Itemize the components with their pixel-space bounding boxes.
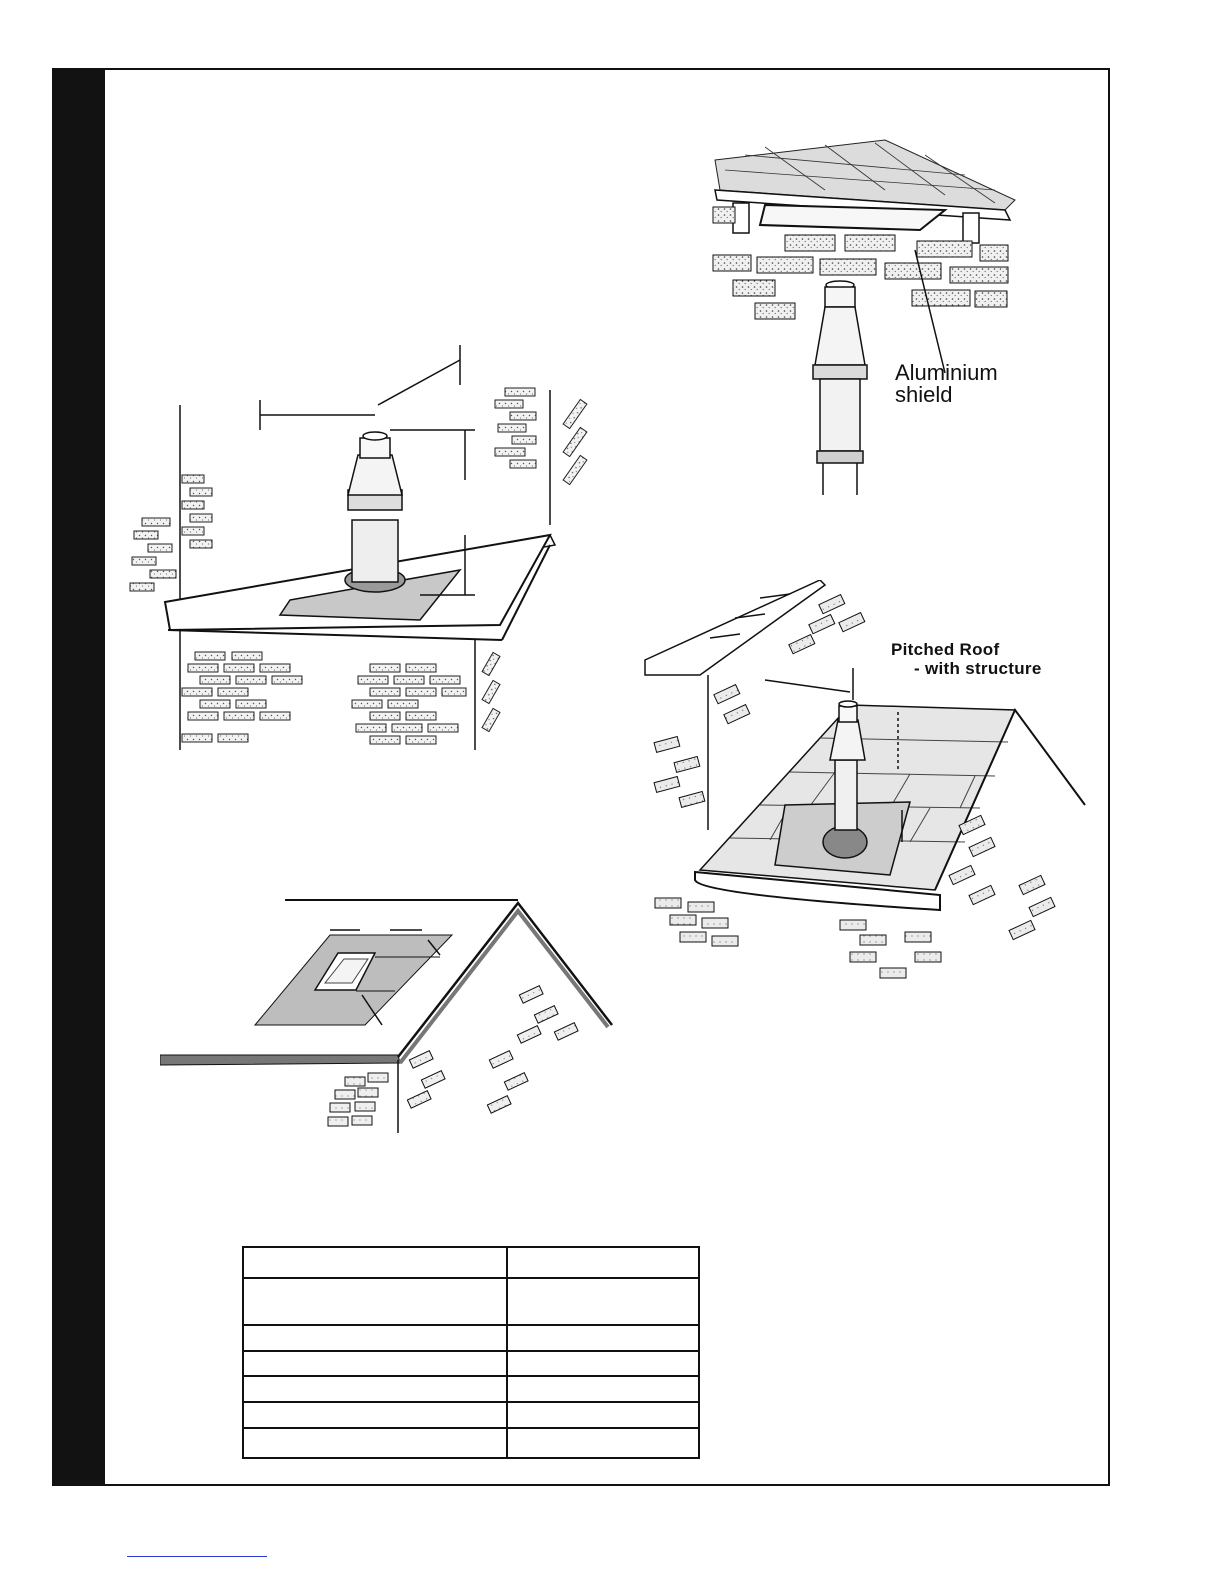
table-row (243, 1376, 699, 1402)
table-cell (507, 1402, 699, 1428)
table-cell (243, 1351, 507, 1376)
table-cell (507, 1247, 699, 1278)
roof-opening-illustration (160, 895, 620, 1135)
aluminium-shield-label (895, 362, 998, 406)
table-cell (507, 1325, 699, 1351)
footer-link-underline (127, 1556, 267, 1557)
table-row (243, 1402, 699, 1428)
table-cell (243, 1376, 507, 1402)
table-row (243, 1351, 699, 1376)
aluminium-shield-line-2: shield (895, 382, 953, 407)
table-cell (243, 1247, 507, 1278)
table-row (243, 1247, 699, 1278)
table-cell (243, 1325, 507, 1351)
table-cell (507, 1351, 699, 1376)
flat-roof-illustration (120, 330, 610, 770)
eaves-shield-illustration (705, 135, 1025, 500)
table-cell (507, 1376, 699, 1402)
spec-table (242, 1246, 700, 1459)
with-structure-label: - with structure (914, 659, 1042, 678)
pitched-roof-label: Pitched Roof (891, 640, 1000, 659)
table-cell (243, 1402, 507, 1428)
table-cell (243, 1278, 507, 1325)
aluminium-shield-line-1: Aluminium (895, 360, 998, 385)
table-row (243, 1428, 699, 1458)
table-row (243, 1278, 699, 1325)
pitched-roof-illustration (640, 580, 1090, 1000)
table-row (243, 1325, 699, 1351)
table-cell (243, 1428, 507, 1458)
table-cell (507, 1278, 699, 1325)
table-cell (507, 1428, 699, 1458)
